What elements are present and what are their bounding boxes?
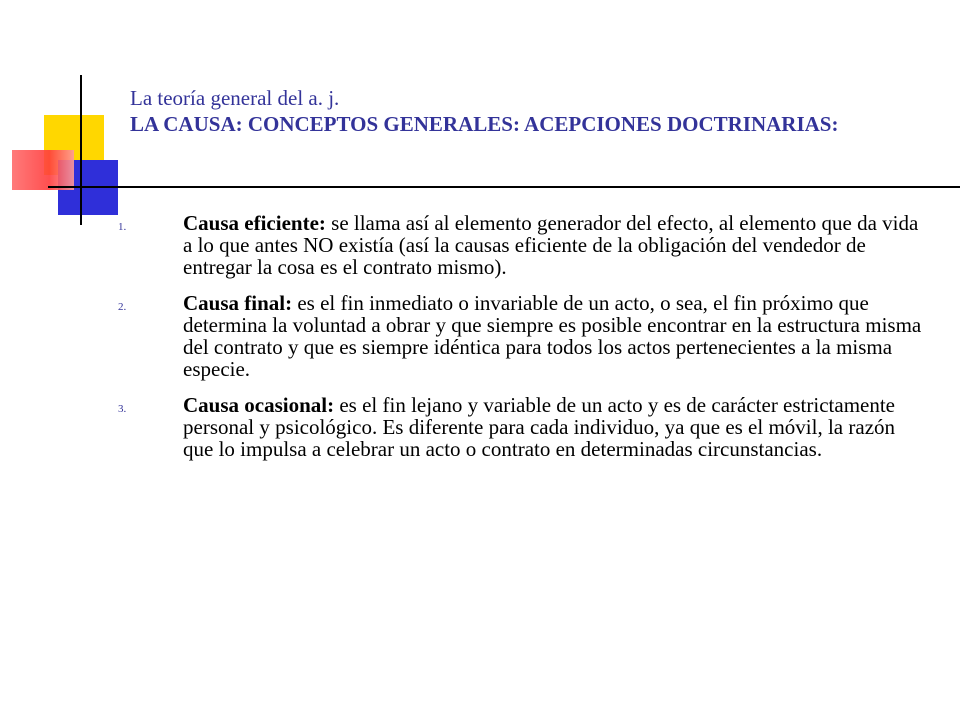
title-line-1: La teoría general del a. j. xyxy=(130,86,340,110)
vertical-rule xyxy=(80,75,82,225)
list-item xyxy=(118,212,928,278)
list-item-term: Causa eficiente: xyxy=(183,211,326,235)
title-line-2: LA CAUSA: CONCEPTOS GENERALES: ACEPCIONES DOCTRINARIAS: xyxy=(130,112,839,136)
list-item-term: Causa ocasional: xyxy=(183,393,335,417)
list-item-number: 1. xyxy=(118,221,127,233)
list-item xyxy=(118,394,928,460)
numbered-list xyxy=(118,212,928,474)
list-item-text: es el fin inmediato o invariable de un acto, o sea, el fin próximo que determina la voluntad a obrar y que siempre es posible encontrar en la estructura misma del contrato y que es siempre idéntica para todos los actos pertenecientes a la misma especie. xyxy=(183,291,922,381)
list-item-text: se llama así al elemento generador del efecto, al elemento que da vida a lo que antes NO existía (así la causas eficiente de la obligación del vendedor de entregar la cosa es el contrato mismo). xyxy=(183,211,919,279)
decorative-logo xyxy=(0,0,140,230)
list-item-number: 3. xyxy=(118,403,127,415)
list-item-term: Causa final: xyxy=(183,291,293,315)
red-square-shape xyxy=(12,150,74,190)
list-item xyxy=(118,292,928,380)
list-item-text: es el fin lejano y variable de un acto y es de carácter estrictamente personal y psicológico. Es diferente para cada individuo, ya que es el móvil, la razón que lo impulsa a celebrar un acto o contrato en determinadas circunstancias. xyxy=(183,393,896,461)
horizontal-rule xyxy=(48,186,960,188)
slide-title xyxy=(130,85,910,137)
list-item-number: 2. xyxy=(118,301,127,313)
